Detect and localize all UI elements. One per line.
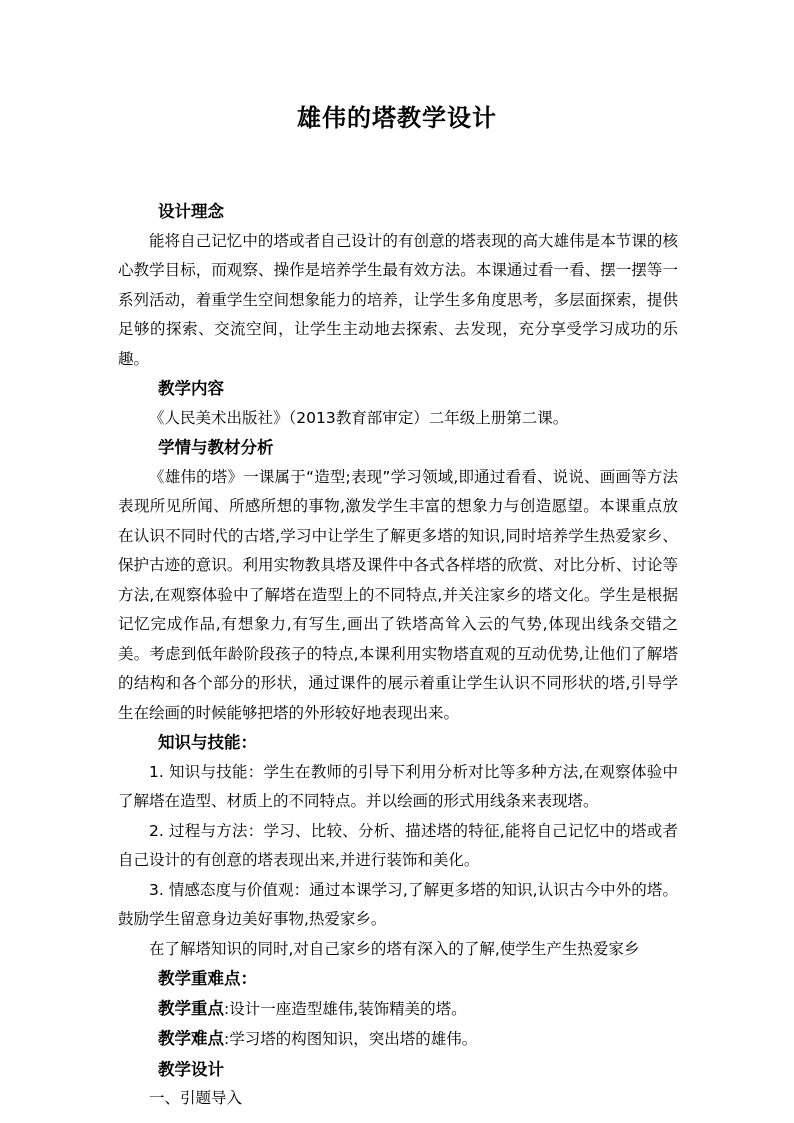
paragraph-analysis: 《雄伟的塔》一课属于“造型;表现”学习领域,即通过看看、说说、画画等方法表现所见所闻、所感所想的事物,激发学生丰富的想象力与创造愿望。本课重点放在认识不同时代的古塔,学习中让学生了解更多塔的知识,同时培养学生热爱家乡、保护古迹的意识。利用实物教具塔及课件中各式各样塔的欣赏、对比分析、讨论等方法,在观察体验中了解塔在造型上的不同特点,并关注家乡的塔文化。学生是根据记忆完成作品,有想象力,有写生,画出了铁塔高耸入云的气势,体现出线条交错之美。考虑到低年龄阶段孩子的特点,本课利用实物塔直观的互动优势,让他们了解塔的结构和各个部分的形状，通过课件的展示着重让学生认识不同形状的塔,引导学生在绘画的时候能够把塔的外形较好地表现出来。 <box>118 467 678 722</box>
skills-item-2: 2. 过程与方法：学习、比较、分析、描述塔的特征,能将自己记忆中的塔或者自己设计的有创意的塔表现出来,并进行装饰和美化。 <box>118 821 678 869</box>
heading-analysis: 学情与教材分析 <box>158 438 274 457</box>
heading-knowledge-skills: 知识与技能： <box>158 733 257 752</box>
document-body <box>118 197 678 1114</box>
key-point-text: :设计一座造型雄伟,装饰精美的塔。 <box>224 999 467 1018</box>
design-step-1: 一、引题导入 <box>149 1089 243 1107</box>
heading-teaching-content: 教学内容 <box>158 379 224 398</box>
key-point-line <box>118 994 678 1025</box>
skills-item-1: 1. 知识与技能：学生在教师的引导下利用分析对比等多种方法,在观察体验中了解塔在造型、材质上的不同特点。并以绘画的形式用线条来表现塔。 <box>118 762 678 810</box>
heading-design-concept: 设计理念 <box>158 202 224 221</box>
document-title: 雄伟的塔教学设计 <box>297 104 497 132</box>
skills-item-3: 3. 情感态度与价值观：通过本课学习,了解更多塔的知识,认识古今中外的塔。鼓励学生留意身边美好事物,热爱家乡。 <box>118 880 678 928</box>
key-point-label: 教学重点 <box>158 998 224 1018</box>
difficult-point-label: 教学难点 <box>158 1029 224 1048</box>
paragraph-design-concept: 能将自己记忆中的塔或者自己设计的有创意的塔表现的高大雄伟是本节课的核心教学目标，而观察、操作是培养学生最有效方法。本课通过看一看、摆一摆等一系列活动，着重学生空间想象能力的培养，让学生多角度思考，多层面探索，提供足够的探索、交流空间，让学生主动地去探索、去发现，充分享受学习成功的乐趣。 <box>118 231 678 368</box>
paragraph-teaching-content: 《人民美术出版社》（2013教育部审定）二年级上册第二课。 <box>149 408 569 427</box>
difficult-point-text: :学习塔的构图知识，突出塔的雄伟。 <box>224 1030 478 1048</box>
heading-key-difficult-points: 教学重难点： <box>158 969 257 988</box>
skills-item-4: 在了解塔知识的同时,对自己家乡的塔有深入的了解,使学生产生热爱家乡 <box>149 939 640 958</box>
heading-teaching-design: 教学设计 <box>158 1059 224 1079</box>
difficult-point-line <box>118 1024 678 1055</box>
